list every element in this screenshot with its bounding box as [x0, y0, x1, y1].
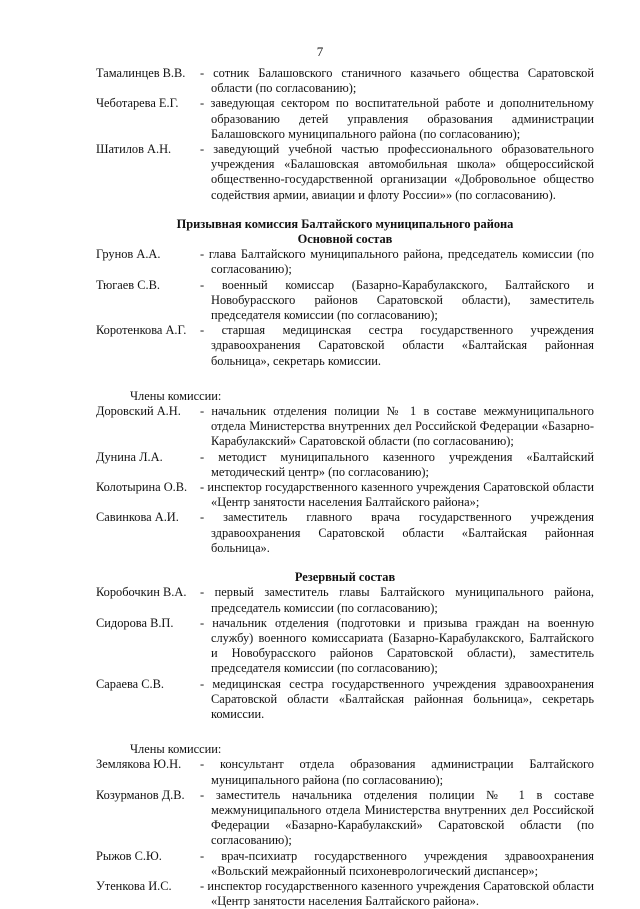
list-item: [96, 788, 594, 849]
person-position: - старшая медицинская сестра государственного учреждения здравоохранения Саратовской области «Балтайская районная больница», секретарь комиссии.: [200, 323, 594, 368]
list-item: [96, 450, 594, 480]
list-item: [96, 66, 594, 96]
person-name: Коротенкова А.Г.: [96, 323, 187, 338]
list-item: [96, 278, 594, 324]
list-item: [96, 849, 594, 879]
person-name: Шатилов А.Н.: [96, 142, 172, 157]
person-position: - заместитель главного врача государственного учреждения здравоохранения Саратовской области «Балтайская районная больница».: [200, 510, 594, 555]
person-position: - врач-психиатр государственного учреждения здравоохранения «Вольский межрайонный психоневрологический диспансер»;: [200, 848, 594, 878]
person-name: Рыжов С.Ю.: [96, 848, 162, 863]
person-position: - инспектор государственного казенного учреждения Саратовской области «Центр занятости населения Балтайского района»;: [200, 480, 594, 510]
person-name: Савинкова А.И.: [96, 510, 179, 525]
person-position: - глава Балтайского муниципального района, председатель комиссии (по согласованию);: [200, 247, 594, 277]
person-name: Тамалинцев В.В.: [96, 66, 186, 80]
list-item: [96, 480, 594, 510]
person-position: - заведующий учебной частью профессионального образовательного учреждения «Балашовская автомобильная школа» общероссийской общественно-государственной организации «Добровольное общество содействия армии, авиации и флоту России»» (по согласованию).: [200, 142, 594, 202]
person-position: - заместитель начальника отделения полиции № 1 в составе межмуниципального отдела Министерства внутренних дел Российской Федерации «Базарно-Карабулакский» Саратовской области (по согласованию);: [200, 787, 594, 848]
members-label: Члены комиссии:: [130, 742, 222, 757]
person-name: Тюгаев С.В.: [96, 277, 160, 292]
list-item: [96, 585, 594, 615]
document-body: [96, 66, 594, 909]
person-name: Грунов А.А.: [96, 247, 161, 262]
person-position: - медицинская сестра государственного учреждения здравоохранения Саратовской области «Балтайская районная больница», секретарь комиссии.: [200, 676, 594, 721]
person-position: - военный комиссар (Базарно-Карабулакского, Балтайского и Новобурасского районов Саратовской области), заместитель председателя комиссии (по согласованию);: [200, 277, 594, 323]
list-item: [96, 247, 594, 277]
person-position: - методист муниципального казенного учреждения «Балтайский методический центр» (по согласованию);: [200, 449, 594, 479]
person-name: Колотырина О.В.: [96, 480, 188, 495]
person-name: Сараева С.В.: [96, 676, 164, 691]
members-label: Члены комиссии:: [130, 388, 222, 403]
person-name: Землякова Ю.Н.: [96, 757, 182, 772]
commission-title: Призывная комиссия Балтайского муниципального района: [176, 216, 514, 231]
person-name: Утенкова И.С.: [96, 878, 172, 893]
list-item: [96, 510, 594, 556]
list-item: [96, 616, 594, 677]
person-name: Чеботарева Е.Г.: [96, 96, 179, 111]
person-position: - консультант отдела образования администрации Балтайского муниципального района (по согласованию);: [200, 757, 594, 787]
person-position: - сотник Балашовского станичного казачьего общества Саратовской области (по согласованию);: [200, 66, 594, 96]
list-item: [96, 96, 594, 142]
person-position: - первый заместитель главы Балтайского муниципального района, председатель комиссии (по согласованию);: [200, 585, 594, 615]
person-position: - начальник отделения (подготовки и призыва граждан на военную службу) военного комиссариата (Базарно-Карабулакского, Балтайского и Новобурасского районов Саратовской области), заместитель председателя комиссии (по согласованию);: [200, 615, 594, 676]
reserve-section-title: Резервный состав: [294, 570, 396, 585]
person-name: Доровский А.Н.: [96, 404, 181, 419]
person-name: Сидорова В.П.: [96, 615, 174, 630]
person-position: - начальник отделения полиции № 1 в составе межмуниципального отдела Министерства внутренних дел Российской Федерации «Базарно-Карабулакский» Саратовской области (по согласованию);: [200, 404, 594, 449]
list-item: [96, 757, 594, 787]
list-item: [96, 404, 594, 450]
list-item: [96, 323, 594, 369]
person-position: - заведующая сектором по воспитательной работе и дополнительному образованию детей управления образования администрации Балашовского муниципального района (по согласованию);: [200, 96, 594, 141]
person-position: - инспектор государственного казенного учреждения Саратовской области «Центр занятости населения Балтайского района».: [200, 878, 594, 909]
person-name: Коробочкин В.А.: [96, 585, 187, 600]
list-item: [96, 879, 594, 909]
main-section-title: Основной состав: [297, 232, 393, 247]
person-name: Козурманов Д.В.: [96, 787, 185, 802]
person-name: Дунина Л.А.: [96, 449, 163, 464]
list-item: [96, 677, 594, 723]
list-item: [96, 142, 594, 203]
page-number: 7: [316, 44, 324, 59]
